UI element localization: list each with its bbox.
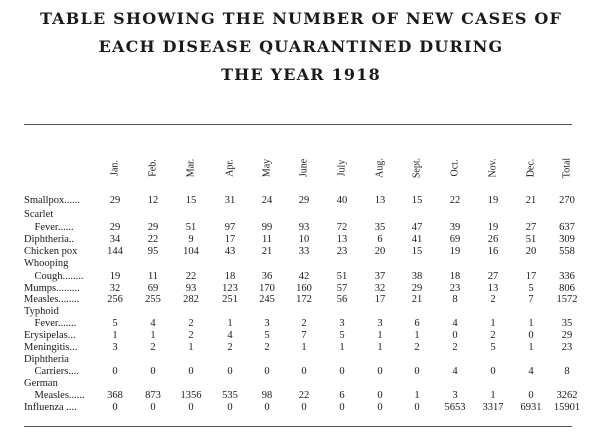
table-cell: 2 xyxy=(264,342,270,353)
row-label: Scarlet xyxy=(24,209,54,220)
table-cell: 37 xyxy=(374,271,386,282)
table-cell: 12 xyxy=(147,195,159,206)
table-cell: 0 xyxy=(452,330,458,341)
table-cell: 2 xyxy=(188,330,194,341)
table-cell: 0 xyxy=(414,402,420,413)
table-cell: 0 xyxy=(339,366,345,377)
table-cell: 13 xyxy=(487,283,499,294)
table-cell: 56 xyxy=(336,294,348,305)
table-cell: 7 xyxy=(301,330,307,341)
table-cell: 19 xyxy=(487,195,499,206)
table-cell: 17 xyxy=(525,271,537,282)
column-header xyxy=(107,150,123,186)
table-cell: 4 xyxy=(452,366,458,377)
table-cell: 1 xyxy=(414,330,420,341)
table-cell: 0 xyxy=(150,402,156,413)
title-line-2: EACH DISEASE QUARANTINED DURING xyxy=(98,37,504,56)
table-cell: 4 xyxy=(150,318,156,329)
row-label: Meningitis... xyxy=(24,342,78,353)
table-row xyxy=(0,209,602,221)
table-cell: 5 xyxy=(490,342,496,353)
table-cell: 38 xyxy=(411,271,423,282)
table-cell: 47 xyxy=(411,222,423,233)
table-cell: 0 xyxy=(150,366,156,377)
table-cell: 95 xyxy=(147,246,159,257)
column-header xyxy=(447,150,463,186)
table-cell: 39 xyxy=(449,222,461,233)
table-cell: 282 xyxy=(183,294,199,305)
table-cell: 245 xyxy=(259,294,275,305)
column-header xyxy=(372,150,388,186)
table-cell: 535 xyxy=(222,390,238,401)
row-label: Chicken pox xyxy=(24,246,78,257)
column-header-label: Feb. xyxy=(147,159,159,177)
table-cell: 2 xyxy=(150,342,156,353)
table-cell: 3317 xyxy=(482,402,504,413)
table-row xyxy=(0,342,602,354)
column-header xyxy=(559,150,575,186)
column-header-label: June xyxy=(298,158,310,178)
table-cell: 144 xyxy=(107,246,123,257)
table-cell: 24 xyxy=(261,195,273,206)
table-cell: 1 xyxy=(490,318,496,329)
table-cell: 9 xyxy=(188,234,194,245)
table-row xyxy=(0,318,602,330)
table-cell: 18 xyxy=(224,271,236,282)
table-cell: 7 xyxy=(528,294,534,305)
row-label: Influenza .... xyxy=(24,402,77,413)
table-cell: 309 xyxy=(559,234,575,245)
table-cell: 11 xyxy=(261,234,273,245)
table-cell: 20 xyxy=(374,246,386,257)
column-header xyxy=(523,150,539,186)
table-cell: 20 xyxy=(525,246,537,257)
table-cell: 22 xyxy=(449,195,461,206)
row-label: Diphtheria xyxy=(24,354,69,365)
table-cell: 69 xyxy=(147,283,159,294)
table-cell: 2 xyxy=(490,294,496,305)
table-cell: 2 xyxy=(452,342,458,353)
table-cell: 32 xyxy=(374,283,386,294)
table-cell: 2 xyxy=(188,318,194,329)
column-header-label: Jan. xyxy=(109,160,121,176)
table-cell: 1 xyxy=(414,390,420,401)
row-label: Measles...... xyxy=(24,390,85,401)
column-header xyxy=(183,150,199,186)
table-cell: 51 xyxy=(185,222,197,233)
column-header xyxy=(485,150,501,186)
table-cell: 251 xyxy=(222,294,238,305)
table-cell: 368 xyxy=(107,390,123,401)
table-cell: 43 xyxy=(224,246,236,257)
table-cell: 6931 xyxy=(520,402,542,413)
column-header-label: Mar. xyxy=(185,158,197,178)
table-row xyxy=(0,366,602,378)
table-cell: 17 xyxy=(224,234,236,245)
row-label: German xyxy=(24,378,58,389)
title-line-3: THE YEAR 1918 xyxy=(221,65,381,84)
table-cell: 15 xyxy=(411,195,423,206)
table-row xyxy=(0,354,602,366)
column-header-label: Oct. xyxy=(449,159,461,177)
row-label: Whooping xyxy=(24,258,69,269)
table-cell: 10 xyxy=(298,234,310,245)
column-header xyxy=(145,150,161,186)
table-cell: 23 xyxy=(561,342,573,353)
table-cell: 23 xyxy=(449,283,461,294)
table-cell: 0 xyxy=(490,366,496,377)
column-header-label: Aug. xyxy=(374,158,386,178)
top-rule xyxy=(24,124,572,125)
table-cell: 99 xyxy=(261,222,273,233)
table-cell: 0 xyxy=(227,366,233,377)
table-cell: 806 xyxy=(559,283,575,294)
table-cell: 3262 xyxy=(556,390,578,401)
table-cell: 255 xyxy=(145,294,161,305)
table-cell: 2 xyxy=(301,318,307,329)
table-cell: 0 xyxy=(414,366,420,377)
table-cell: 1 xyxy=(490,390,496,401)
table-cell: 0 xyxy=(301,402,307,413)
row-label: Measles........ xyxy=(24,294,80,305)
table-cell: 27 xyxy=(487,271,499,282)
table-cell: 0 xyxy=(377,402,383,413)
table-row xyxy=(0,222,602,234)
table-cell: 1 xyxy=(188,342,194,353)
table-cell: 19 xyxy=(449,246,461,257)
table-cell: 104 xyxy=(183,246,199,257)
table-cell: 8 xyxy=(564,366,570,377)
row-label: Mumps......... xyxy=(24,283,80,294)
table-cell: 18 xyxy=(449,271,461,282)
column-header-label: Dec. xyxy=(525,158,537,178)
table-cell: 32 xyxy=(109,283,121,294)
table-cell: 0 xyxy=(528,390,534,401)
table-cell: 29 xyxy=(109,195,121,206)
table-cell: 3 xyxy=(112,342,118,353)
table-row xyxy=(0,294,602,306)
table-cell: 15 xyxy=(411,246,423,257)
table-cell: 1 xyxy=(339,342,345,353)
table-row xyxy=(0,378,602,390)
table-cell: 637 xyxy=(559,222,575,233)
table-cell: 21 xyxy=(411,294,423,305)
bottom-rule xyxy=(24,426,572,427)
table-cell: 558 xyxy=(559,246,575,257)
table-cell: 170 xyxy=(259,283,275,294)
table-cell: 15 xyxy=(185,195,197,206)
table-cell: 0 xyxy=(227,402,233,413)
table-cell: 3 xyxy=(339,318,345,329)
table-cell: 1356 xyxy=(180,390,202,401)
table-cell: 19 xyxy=(109,271,121,282)
row-label: Diphtheria.. xyxy=(24,234,75,245)
row-label: Typhoid xyxy=(24,306,59,317)
table-cell: 17 xyxy=(374,294,386,305)
table-cell: 0 xyxy=(377,366,383,377)
table-cell: 256 xyxy=(107,294,123,305)
table-cell: 2 xyxy=(490,330,496,341)
table-cell: 0 xyxy=(264,366,270,377)
table-cell: 4 xyxy=(227,330,233,341)
table-cell: 22 xyxy=(185,271,197,282)
table-cell: 336 xyxy=(559,271,575,282)
table-cell: 1 xyxy=(377,330,383,341)
table-cell: 33 xyxy=(298,246,310,257)
column-header xyxy=(222,150,238,186)
table-cell: 5 xyxy=(528,283,534,294)
table-cell: 72 xyxy=(336,222,348,233)
table-cell: 57 xyxy=(336,283,348,294)
column-header xyxy=(409,150,425,186)
table-cell: 5 xyxy=(112,318,118,329)
table-cell: 1 xyxy=(528,342,534,353)
table-row xyxy=(0,271,602,283)
table-cell: 2 xyxy=(414,342,420,353)
table-row xyxy=(0,246,602,258)
table-cell: 0 xyxy=(188,366,194,377)
table-row xyxy=(0,234,602,246)
column-header-label: Total xyxy=(561,157,573,179)
row-label: Fever....... xyxy=(24,318,77,329)
row-label: Erysipelas... xyxy=(24,330,76,341)
table-cell: 19 xyxy=(487,222,499,233)
row-label: Carriers.... xyxy=(24,366,79,377)
table-row xyxy=(0,390,602,402)
table-cell: 16 xyxy=(487,246,499,257)
table-row xyxy=(0,258,602,270)
table-cell: 0 xyxy=(264,402,270,413)
table-cell: 93 xyxy=(185,283,197,294)
table-cell: 0 xyxy=(377,390,383,401)
table-cell: 35 xyxy=(561,318,573,329)
table-row xyxy=(0,330,602,342)
table-cell: 3 xyxy=(377,318,383,329)
table-cell: 51 xyxy=(525,234,537,245)
table-cell: 1 xyxy=(301,342,307,353)
table-row xyxy=(0,402,602,414)
table-cell: 36 xyxy=(261,271,273,282)
table-cell: 5 xyxy=(264,330,270,341)
table-row xyxy=(0,306,602,318)
table-cell: 0 xyxy=(112,366,118,377)
table-cell: 22 xyxy=(298,390,310,401)
column-header-label: July xyxy=(336,159,348,177)
row-label: Cough........ xyxy=(24,271,84,282)
table-cell: 29 xyxy=(109,222,121,233)
column-header xyxy=(259,150,275,186)
table-cell: 6 xyxy=(339,390,345,401)
table-cell: 34 xyxy=(109,234,121,245)
table-cell: 26 xyxy=(487,234,499,245)
column-header xyxy=(296,150,312,186)
table-cell: 4 xyxy=(452,318,458,329)
title-line-1: TABLE SHOWING THE NUMBER OF NEW CASES OF xyxy=(39,9,563,28)
table-cell: 98 xyxy=(261,390,273,401)
table-cell: 3 xyxy=(264,318,270,329)
table-cell: 8 xyxy=(452,294,458,305)
table-cell: 21 xyxy=(525,195,537,206)
table-cell: 0 xyxy=(112,402,118,413)
column-header-label: Sept. xyxy=(411,157,423,179)
table-cell: 11 xyxy=(147,271,159,282)
column-header-label: Apr. xyxy=(224,159,236,177)
row-label: Fever...... xyxy=(24,222,74,233)
table-cell: 1 xyxy=(227,318,233,329)
table-cell: 31 xyxy=(224,195,236,206)
table-cell: 5 xyxy=(339,330,345,341)
table-cell: 29 xyxy=(411,283,423,294)
table-cell: 93 xyxy=(298,222,310,233)
table-cell: 41 xyxy=(411,234,423,245)
table-cell: 69 xyxy=(449,234,461,245)
table-row xyxy=(0,195,602,207)
table-cell: 27 xyxy=(525,222,537,233)
table-cell: 1 xyxy=(528,318,534,329)
table-cell: 6 xyxy=(377,234,383,245)
table-cell: 29 xyxy=(298,195,310,206)
table-cell: 1 xyxy=(112,330,118,341)
table-cell: 22 xyxy=(147,234,159,245)
table-cell: 29 xyxy=(147,222,159,233)
table-cell: 873 xyxy=(145,390,161,401)
table-cell: 3 xyxy=(452,390,458,401)
table-cell: 42 xyxy=(298,271,310,282)
table-cell: 35 xyxy=(374,222,386,233)
table-cell: 0 xyxy=(528,330,534,341)
table-cell: 160 xyxy=(296,283,312,294)
table-cell: 6 xyxy=(414,318,420,329)
table-cell: 270 xyxy=(559,195,575,206)
table-cell: 40 xyxy=(336,195,348,206)
table-cell: 2 xyxy=(227,342,233,353)
column-header xyxy=(334,150,350,186)
column-header-label: Nov. xyxy=(487,158,499,178)
table-cell: 1 xyxy=(377,342,383,353)
table-cell: 13 xyxy=(374,195,386,206)
table-cell: 123 xyxy=(222,283,238,294)
table-cell: 0 xyxy=(301,366,307,377)
table-cell: 4 xyxy=(528,366,534,377)
table-cell: 172 xyxy=(296,294,312,305)
table-cell: 0 xyxy=(339,402,345,413)
table-cell: 1572 xyxy=(556,294,578,305)
table-cell: 0 xyxy=(188,402,194,413)
table-cell: 15901 xyxy=(553,402,581,413)
table-cell: 51 xyxy=(336,271,348,282)
row-label: Smallpox...... xyxy=(24,195,81,206)
table-cell: 13 xyxy=(336,234,348,245)
table-cell: 97 xyxy=(224,222,236,233)
table-cell: 21 xyxy=(261,246,273,257)
column-header-label: May xyxy=(261,158,273,178)
table-cell: 5653 xyxy=(444,402,466,413)
table-cell: 1 xyxy=(150,330,156,341)
table-cell: 23 xyxy=(336,246,348,257)
table-cell: 29 xyxy=(561,330,573,341)
